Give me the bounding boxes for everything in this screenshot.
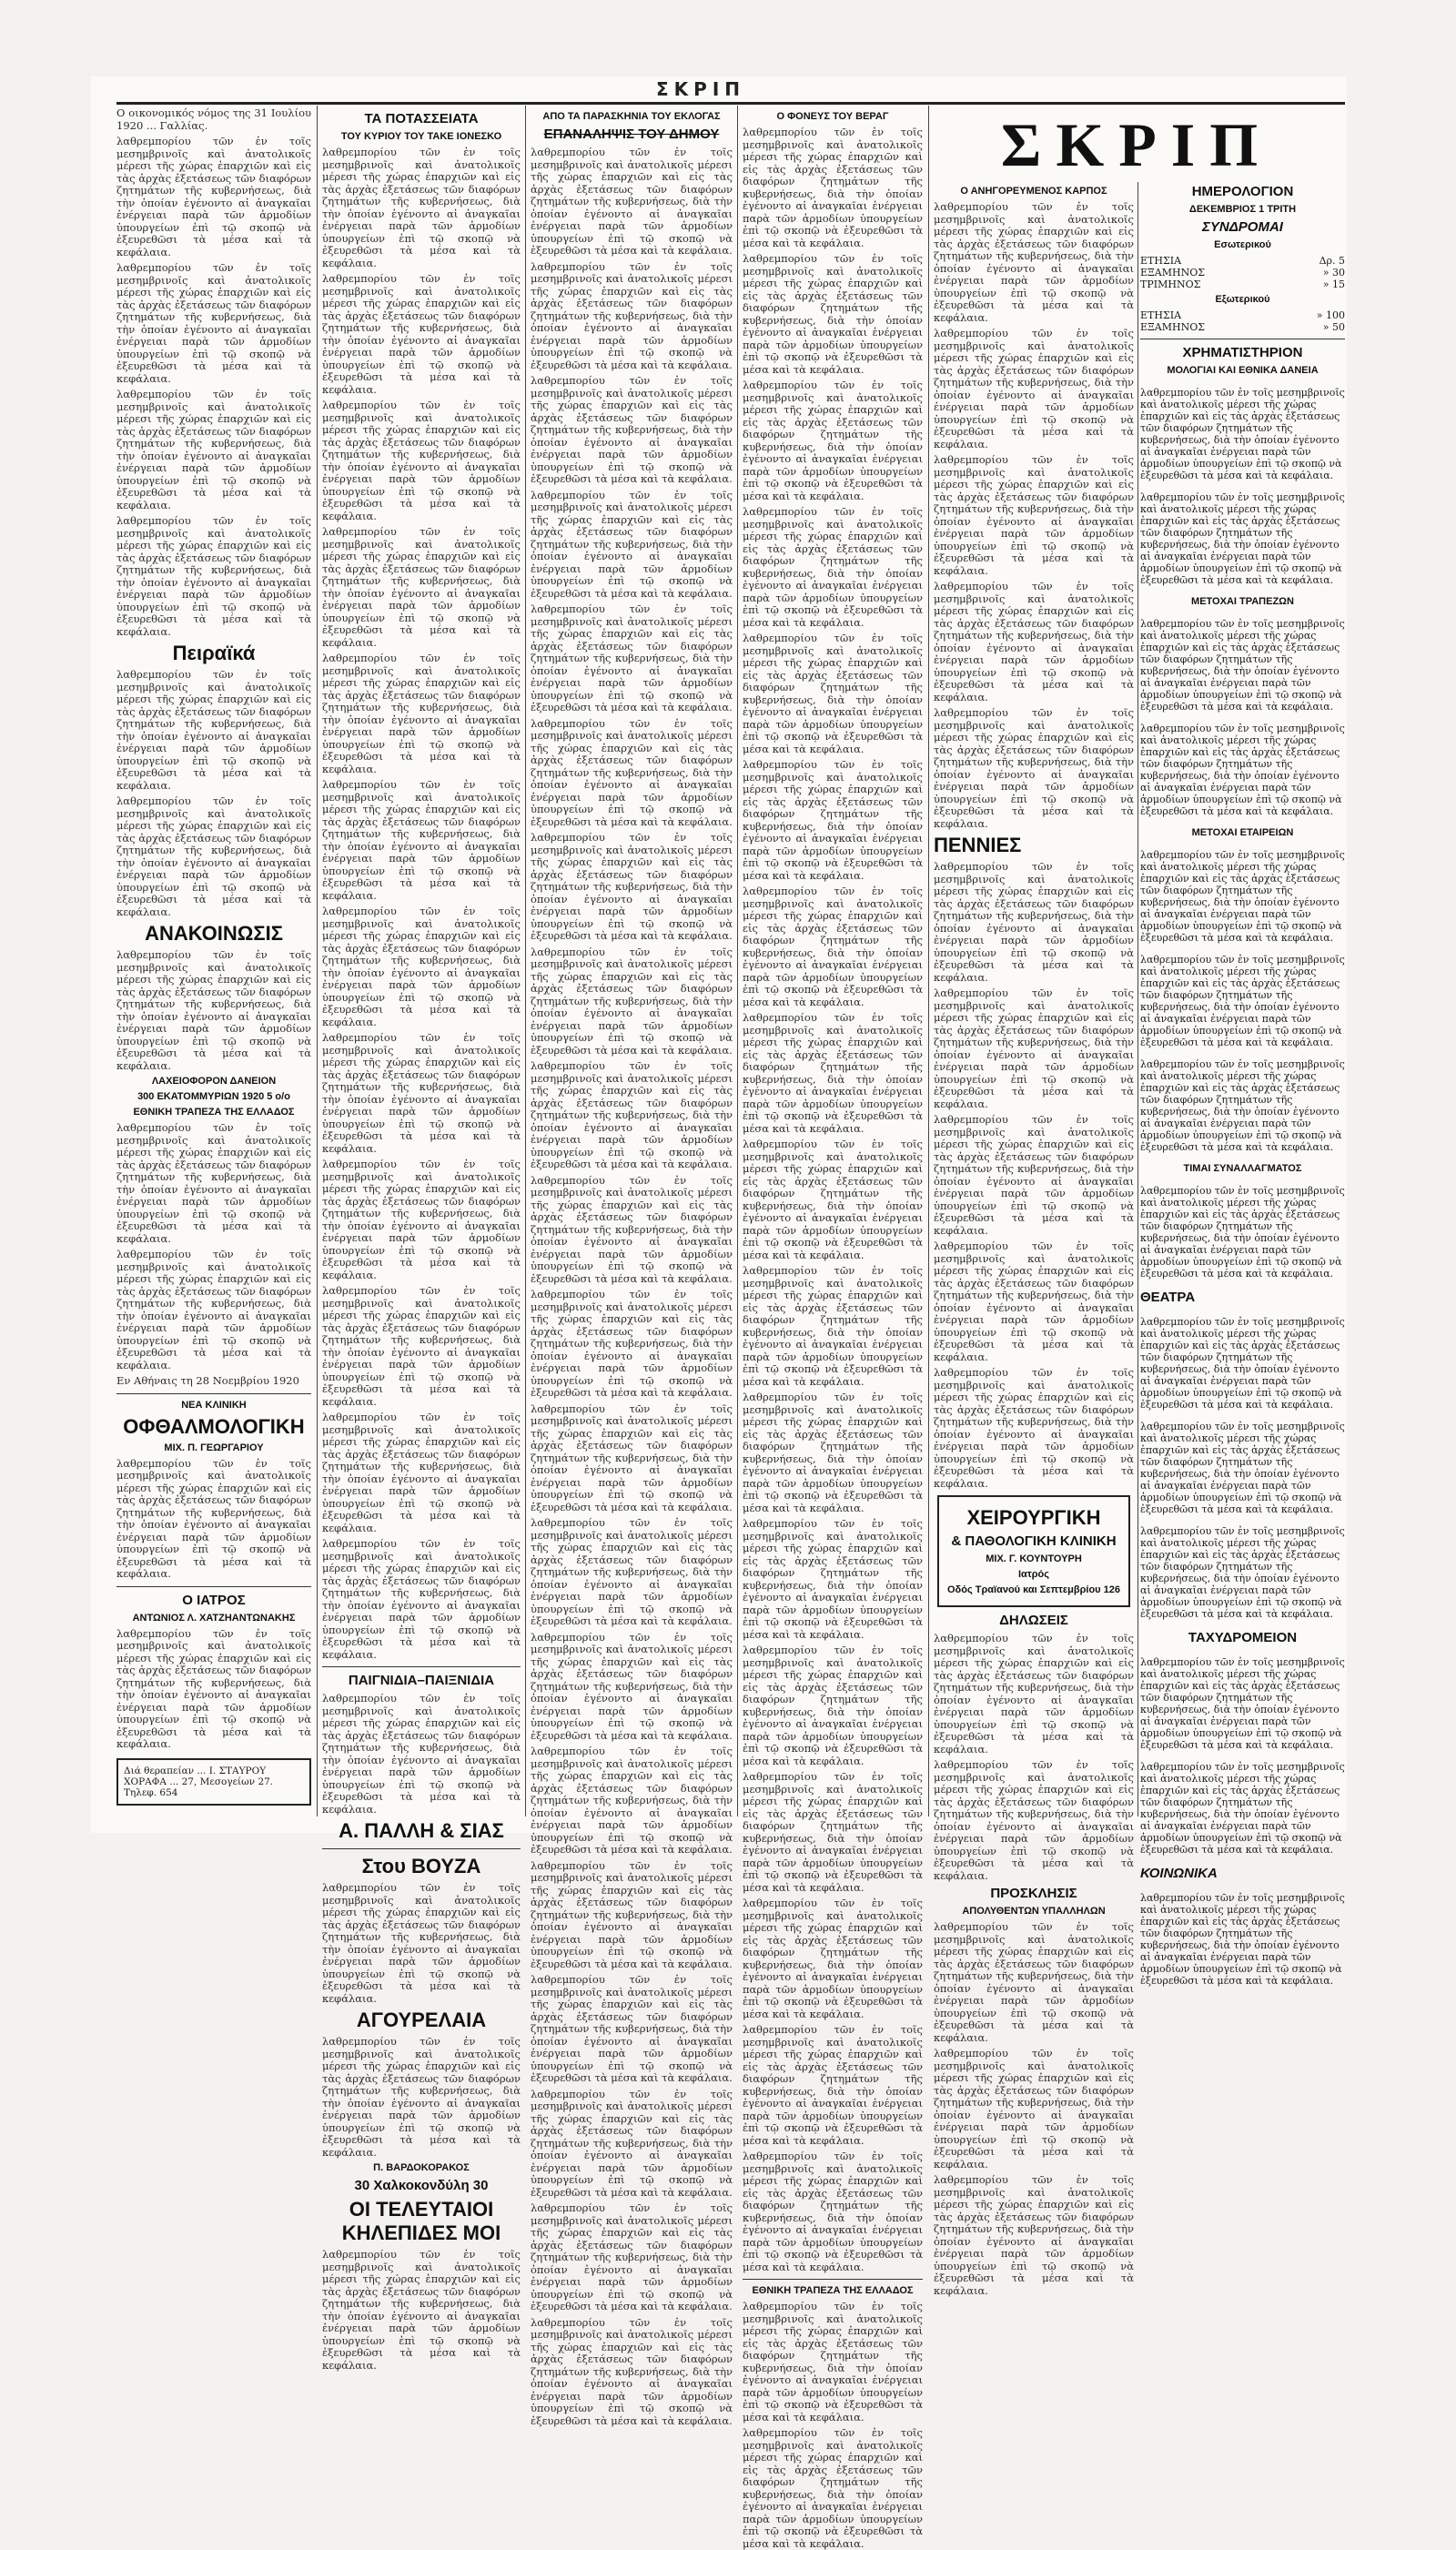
article-text: λαθρεμπορίου τῶν ἐν τοῖς μεσημβρινοῖς καὶ ἀνατολικοῖς μέρεσι τῆς χώρας ἐπαρχιῶν καὶ εἰς τὰς ἀρχὰς ἐξετάσεως τῶν διαφόρων ζητημάτων τῆς κυβερνήσεως, διὰ τὴν ὁποίαν ἐγένοντο αἱ ἀναγκαῖαι ἐνέργειαι παρὰ τῶν ἁρμοδίων ὑπουργείων ἐπὶ τῷ σκοπῷ νὰ ἐξευρεθῶσι τὰ μέσα καὶ τὰ κεφάλαια. [934,327,1134,450]
column-2 [322,107,521,2372]
divider [322,1848,521,1849]
section-heading: ΔΗΛΩΣΕΙΣ [999,1613,1068,1628]
subscription-row [1140,267,1345,278]
article-text: λαθρεμπορίου τῶν ἐν τοῖς μεσημβρινοῖς καὶ ἀνατολικοῖς μέρεσι τῆς χώρας ἐπαρχιῶν καὶ εἰς τὰς ἀρχὰς ἐξετάσεως τῶν διαφόρων ζητημάτων τῆς κυβερνήσεως, διὰ τὴν ὁποίαν ἐγένοντο αἱ ἀναγκαῖαι ἐνέργειαι παρὰ τῶν ἁρμοδίων ὑπουργείων ἐπὶ τῷ σκοπῷ νὰ ἐξευρεθῶσι τὰ μέσα καὶ τὰ κεφάλαια. [322,1031,521,1155]
column-separator [928,106,929,1816]
article-text: λαθρεμπορίου τῶν ἐν τοῖς μεσημβρινοῖς καὶ ἀνατολικοῖς μέρεσι τῆς χώρας ἐπαρχιῶν καὶ εἰς τὰς ἀρχὰς ἐξετάσεως τῶν διαφόρων ζητημάτων τῆς κυβερνήσεως, διὰ τὴν ὁποίαν ἐγένοντο αἱ ἀναγκαῖαι ἐνέργειαι παρὰ τῶν ἁρμοδίων ὑπουργείων ἐπὶ τῷ σκοπῷ νὰ ἐξευρεθῶσι τὰ μέσα καὶ τὰ κεφάλαια. [531,1401,733,1513]
subscription-row [1140,309,1345,321]
article-text: λαθρεμπορίου τῶν ἐν τοῖς μεσημβρινοῖς καὶ ἀνατολικοῖς μέρεσι τῆς χώρας ἐπαρχιῶν καὶ εἰς τὰς ἀρχὰς ἐξετάσεως τῶν διαφόρων ζητημάτων τῆς κυβερνήσεως, διὰ τὴν ὁποίαν ἐγένοντο αἱ ἀναγκαῖαι ἐνέργειαι παρὰ τῶν ἁρμοδίων ὑπουργείων ἐπὶ τῷ σκοπῷ νὰ ἐξευρεθῶσι τὰ μέσα καὶ τὰ κεφάλαια. [322,1411,521,1534]
article-text: λαθρεμπορίου τῶν ἐν τοῖς μεσημβρινοῖς καὶ ἀνατολικοῖς μέρεσι τῆς χώρας ἐπαρχιῶν καὶ εἰς τὰς ἀρχὰς ἐξετάσεως τῶν διαφόρων ζητημάτων τῆς κυβερνήσεως, διὰ τὴν ὁποίαν ἐγένοντο αἱ ἀναγκαῖαι ἐνέργειαι παρὰ τῶν ἁρμοδίων ὑπουργείων ἐπὶ τῷ σκοπῷ νὰ ἐξευρεθῶσι τὰ μέσα καὶ τὰ κεφάλαια. [531,374,733,485]
article-text: λαθρεμπορίου τῶν ἐν τοῖς μεσημβρινοῖς καὶ ἀνατολικοῖς μέρεσι τῆς χώρας ἐπαρχιῶν καὶ εἰς τὰς ἀρχὰς ἐξετάσεως τῶν διαφόρων ζητημάτων τῆς κυβερνήσεως, διὰ τὴν ὁποίαν ἐγένοντο αἱ ἀναγκαῖαι ἐνέργειαι παρὰ τῶν ἁρμοδίων ὑπουργείων ἐπὶ τῷ σκοπῷ νὰ ἐξευρεθῶσι τὰ μέσα καὶ τὰ κεφάλαια. [743,1644,923,1767]
article-text: λαθρεμπορίου τῶν ἐν τοῖς μεσημβρινοῖς καὶ ἀνατολικοῖς μέρεσι τῆς χώρας ἐπαρχιῶν καὶ εἰς τὰς ἀρχὰς ἐξετάσεως τῶν διαφόρων ζητημάτων τῆς κυβερνήσεως, διὰ τὴν ὁποίαν ἐγένοντο αἱ ἀναγκαῖαι ἐνέργειαι παρὰ τῶν ἁρμοδίων ὑπουργείων ἐπὶ τῷ σκοπῷ νὰ ἐξευρεθῶσι τὰ μέσα καὶ τὰ κεφάλαια. [934,1920,1134,2044]
article-subtitle: ΤΟΥ ΚΥΡΙΟΥ ΤΟΥ ΤΑΚΕ ΙΟΝΕΣΚΟ [340,131,502,142]
social-heading: ΚΟΙΝΩΝΙΚΑ [1140,1866,1218,1881]
article-text: λαθρεμπορίου τῶν ἐν τοῖς μεσημβρινοῖς καὶ ἀνατολικοῖς μέρεσι τῆς χώρας ἐπαρχιῶν καὶ εἰς τὰς ἀρχὰς ἐξετάσεως τῶν διαφόρων ζητημάτων τῆς κυβερνήσεως, διὰ τὴν ὁποίαν ἐγένοντο αἱ ἀναγκαῖαι ἐνέργειαι παρὰ τῶν ἁρμοδίων ὑπουργείων ἐπὶ τῷ σκοπῷ νὰ ἐξευρεθῶσι τὰ μέσα καὶ τὰ κεφάλαια. [116,948,311,1072]
ad-heading: ΝΕΑ ΚΛΙΝΙΚΗ [181,1399,247,1411]
divider [743,2279,923,2280]
ad-heading: ΜΙΧ. Π. ΓΕΩΡΓΑΡΙΟΥ [164,1442,264,1453]
article-text: λαθρεμπορίου τῶν ἐν τοῖς μεσημβρινοῖς καὶ ἀνατολικοῖς μέρεσι τῆς χώρας ἐπαρχιῶν καὶ εἰς τὰς ἀρχὰς ἐξετάσεως τῶν διαφόρων ζητημάτων τῆς κυβερνήσεως, διὰ τὴν ὁποίαν ἐγένοντο αἱ ἀναγκαῖαι ἐνέργειαι παρὰ τῶν ἁρμοδίων ὑπουργείων ἐπὶ τῷ σκοπῷ νὰ ἐξευρεθῶσι τὰ μέσα καὶ τὰ κεφάλαια. [934,2047,1134,2171]
article-text: λαθρεμπορίου τῶν ἐν τοῖς μεσημβρινοῖς καὶ ἀνατολικοῖς μέρεσι τῆς χώρας ἐπαρχιῶν καὶ εἰς τὰς ἀρχὰς ἐξετάσεως τῶν διαφόρων ζητημάτων τῆς κυβερνήσεως, διὰ τὴν ὁποίαν ἐγένοντο αἱ ἀναγκαῖαι ἐνέργειαι παρὰ τῶν ἁρμοδίων ὑπουργείων ἐπὶ τῷ σκοπῷ νὰ ἐξευρεθῶσι τὰ μέσα καὶ τὰ κεφάλαια. [531,831,733,942]
subscriptions-heading: ΣΥΝΔΡΟΜΑΙ [1202,219,1283,235]
theatre-text: λαθρεμπορίου τῶν ἐν τοῖς μεσημβρινοῖς καὶ ἀνατολικοῖς μέρεσι τῆς χώρας ἐπαρχιῶν καὶ εἰς τὰς ἀρχὰς ἐξετάσεως τῶν διαφόρων ζητημάτων τῆς κυβερνήσεως, διὰ τὴν ὁποίαν ἐγένοντο αἱ ἀναγκαῖαι ἐνέργειαι παρὰ τῶν ἁρμοδίων ὑπουργείων ἐπὶ τῷ σκοπῷ νὰ ἐξευρεθῶσι τὰ μέσα καὶ τὰ κεφάλαια. [1140,1316,1345,1411]
subscription-row [1140,321,1345,333]
column-3 [531,107,733,2427]
ad-heading: ΕΘΝΙΚΗ ΤΡΑΠΕΖΑ ΤΗΣ ΕΛΛΑΔΟΣ [752,2285,914,2296]
theatre-text: λαθρεμπορίου τῶν ἐν τοῖς μεσημβρινοῖς καὶ ἀνατολικοῖς μέρεσι τῆς χώρας ἐπαρχιῶν καὶ εἰς τὰς ἀρχὰς ἐξετάσεως τῶν διαφόρων ζητημάτων τῆς κυβερνήσεως, διὰ τὴν ὁποίαν ἐγένοντο αἱ ἀναγκαῖαι ἐνέργειαι παρὰ τῶν ἁρμοδίων ὑπουργείων ἐπὶ τῷ σκοπῷ νὰ ἐξευρεθῶσι τὰ μέσα καὶ τὰ κεφάλαια. [1140,1525,1345,1620]
market-heading: ΜΕΤΟΧΑΙ ΕΤΑΙΡΕΙΩΝ [1191,827,1294,838]
ad-heading: ΑΓΟΥΡΕΛΑΙΑ [356,2009,487,2031]
ad-heading: Α. ΠΑΛΛΗ & ΣΙΑΣ [339,1819,504,1842]
market-subheading: ΜΟΛΟΓΙΑΙ ΚΑΙ ΕΘΝΙΚΑ ΔΑΝΕΙΑ [1167,365,1319,376]
article-text: λαθρεμπορίου τῶν ἐν τοῖς μεσημβρινοῖς καὶ ἀνατολικοῖς μέρεσι τῆς χώρας ἐπαρχιῶν καὶ εἰς τὰς ἀρχὰς ἐξετάσεως τῶν διαφόρων ζητημάτων τῆς κυβερνήσεως, διὰ τὴν ὁποίαν ἐγένοντο αἱ ἀναγκαῖαι ἐνέργειαι παρὰ τῶν ἁρμοδίων ὑπουργείων ἐπὶ τῷ σκοπῷ νὰ ἐξευρεθῶσι τὰ μέσα καὶ τὰ κεφάλαια. [743,126,923,249]
calendar-date: ΔΕΚΕΜΒΡΙΟΣ 1 ΤΡΙΤΗ [1188,204,1297,215]
market-heading: ΤΙΜΑΙ ΣΥΝΑΛΛΑΓΜΑΤΟΣ [1183,1163,1302,1174]
article-text: Ο οικονομικός νόμος της 31 Ιουλίου 1920 ... Γαλλίας. [116,106,311,132]
market-text: λαθρεμπορίου τῶν ἐν τοῖς μεσημβρινοῖς καὶ ἀνατολικοῖς μέρεσι τῆς χώρας ἐπαρχιῶν καὶ εἰς τὰς ἀρχὰς ἐξετάσεως τῶν διαφόρων ζητημάτων τῆς κυβερνήσεως, διὰ τὴν ὁποίαν ἐγένοντο αἱ ἀναγκαῖαι ἐνέργειαι παρὰ τῶν ἁρμοδίων ὑπουργείων ἐπὶ τῷ σκοπῷ νὰ ἐξευρεθῶσι τὰ μέσα καὶ τὰ κεφάλαια. [1140,1058,1345,1153]
post-heading: ΤΑΧΥΔΡΟΜΕΙΟΝ [1188,1630,1298,1645]
article-text: λαθρεμπορίου τῶν ἐν τοῖς μεσημβρινοῖς καὶ ἀνατολικοῖς μέρεσι τῆς χώρας ἐπαρχιῶν καὶ εἰς τὰς ἀρχὰς ἐξετάσεως τῶν διαφόρων ζητημάτων τῆς κυβερνήσεως, διὰ τὴν ὁποίαν ἐγένοντο αἱ ἀναγκαῖαι ἐνέργειαι παρὰ τῶν ἁρμοδίων ὑπουργείων ἐπὶ τῷ σκοπῷ νὰ ἐξευρεθῶσι τὰ μέσα καὶ τὰ κεφάλαια. [322,1158,521,1281]
article-text: λαθρεμπορίου τῶν ἐν τοῖς μεσημβρινοῖς καὶ ἀνατολικοῖς μέρεσι τῆς χώρας ἐπαρχιῶν καὶ εἰς τὰς ἀρχὰς ἐξετάσεως τῶν διαφόρων ζητημάτων τῆς κυβερνήσεως, διὰ τὴν ὁποίαν ἐγένοντο αἱ ἀναγκαῖαι ἐνέργειαι παρὰ τῶν ἁρμοδίων ὑπουργείων ἐπὶ τῷ σκοπῷ νὰ ἐξευρεθῶσι τὰ μέσα καὶ τὰ κεφάλαια. [934,1240,1134,1363]
post-text: λαθρεμπορίου τῶν ἐν τοῖς μεσημβρινοῖς καὶ ἀνατολικοῖς μέρεσι τῆς χώρας ἐπαρχιῶν καὶ εἰς τὰς ἀρχὰς ἐξετάσεως τῶν διαφόρων ζητημάτων τῆς κυβερνήσεως, διὰ τὴν ὁποίαν ἐγένοντο αἱ ἀναγκαῖαι ἐνέργειαι παρὰ τῶν ἁρμοδίων ὑπουργείων ἐπὶ τῷ σκοπῷ νὰ ἐξευρεθῶσι τὰ μέσα καὶ τὰ κεφάλαια. [1140,1761,1345,1856]
ad-heading: ΟΙ ΤΕΛΕΥΤΑΙΟΙ ΚΗΛΕΠΙΔΕΣ ΜΟΙ [341,2198,501,2244]
ad-heading: ΑΝΤΩΝΙΟΣ Λ. ΧΑΤΖΗΑΝΤΩΝΑΚΗΣ [132,1612,296,1624]
ad-heading: ΟΦΘΑΛΜΟΛΟΓΙΚΗ [123,1414,305,1438]
article-text: λαθρεμπορίου τῶν ἐν τοῖς μεσημβρινοῖς καὶ ἀνατολικοῖς μέρεσι τῆς χώρας ἐπαρχιῶν καὶ εἰς τὰς ἀρχὰς ἐξετάσεως τῶν διαφόρων ζητημάτων τῆς κυβερνήσεως, διὰ τὴν ὁποίαν ἐγένοντο αἱ ἀναγκαῖαι ἐνέργειαι παρὰ τῶν ἁρμοδίων ὑπουργείων ἐπὶ τῷ σκοπῷ νὰ ἐξευρεθῶσι τὰ μέσα καὶ τὰ κεφάλαια. [743,1138,923,1261]
article-text: λαθρεμπορίου τῶν ἐν τοῖς μεσημβρινοῖς καὶ ἀνατολικοῖς μέρεσι τῆς χώρας ἐπαρχιῶν καὶ εἰς τὰς ἀρχὰς ἐξετάσεως τῶν διαφόρων ζητημάτων τῆς κυβερνήσεως, διὰ τὴν ὁποίαν ἐγένοντο αἱ ἀναγκαῖαι ἐνέργειαι παρὰ τῶν ἁρμοδίων ὑπουργείων ἐπὶ τῷ σκοπῷ νὰ ἐξευρεθῶσι τὰ μέσα καὶ τὰ κεφάλαια. [116,794,311,918]
subscription-label: ΕΞΑΜΗΝΟΣ [1140,267,1205,278]
article-text: λαθρεμπορίου τῶν ἐν τοῖς μεσημβρινοῖς καὶ ἀνατολικοῖς μέρεσι τῆς χώρας ἐπαρχιῶν καὶ εἰς τὰς ἀρχὰς ἐξετάσεως τῶν διαφόρων ζητημάτων τῆς κυβερνήσεως, διὰ τὴν ὁποίαν ἐγένοντο αἱ ἀναγκαῖαι ἐνέργειαι παρὰ τῶν ἁρμοδίων ὑπουργείων ἐπὶ τῷ σκοπῷ νὰ ἐξευρεθῶσι τὰ μέσα καὶ τὰ κεφάλαια. [743,632,923,755]
article-text: λαθρεμπορίου τῶν ἐν τοῖς μεσημβρινοῖς καὶ ἀνατολικοῖς μέρεσι τῆς χώρας ἐπαρχιῶν καὶ εἰς τὰς ἀρχὰς ἐξετάσεως τῶν διαφόρων ζητημάτων τῆς κυβερνήσεως, διὰ τὴν ὁποίαν ἐγένοντο αἱ ἀναγκαῖαι ἐνέργειαι παρὰ τῶν ἁρμοδίων ὑπουργείων ἐπὶ τῷ σκοπῷ νὰ ἐξευρεθῶσι τὰ μέσα καὶ τὰ κεφάλαια. [116,668,311,792]
sidebar-column [1140,180,1345,1987]
article-text: λαθρεμπορίου τῶν ἐν τοῖς μεσημβρινοῖς καὶ ἀνατολικοῖς μέρεσι τῆς χώρας ἐπαρχιῶν καὶ εἰς τὰς ἀρχὰς ἐξετάσεως τῶν διαφόρων ζητημάτων τῆς κυβερνήσεως, διὰ τὴν ὁποίαν ἐγένοντο αἱ ἀναγκαῖαι ἐνέργειαι παρὰ τῶν ἁρμοδίων ὑπουργείων ἐπὶ τῷ σκοπῷ νὰ ἐξευρεθῶσι τὰ μέσα καὶ τὰ κεφάλαια. [531,146,733,257]
market-text: λαθρεμπορίου τῶν ἐν τοῖς μεσημβρινοῖς καὶ ἀνατολικοῖς μέρεσι τῆς χώρας ἐπαρχιῶν καὶ εἰς τὰς ἀρχὰς ἐξετάσεως τῶν διαφόρων ζητημάτων τῆς κυβερνήσεως, διὰ τὴν ὁποίαν ἐγένοντο αἱ ἀναγκαῖαι ἐνέργειαι παρὰ τῶν ἁρμοδίων ὑπουργείων ἐπὶ τῷ σκοπῷ νὰ ἐξευρεθῶσι τὰ μέσα καὶ τὰ κεφάλαια. [1140,387,1345,481]
ad-heading: ΜΙΧ. Γ. ΚΟΥΝΤΟΥΡΗ [986,1553,1082,1564]
social-text: λαθρεμπορίου τῶν ἐν τοῖς μεσημβρινοῖς καὶ ἀνατολικοῖς μέρεσι τῆς χώρας ἐπαρχιῶν καὶ εἰς τὰς ἀρχὰς ἐξετάσεως τῶν διαφόρων ζητημάτων τῆς κυβερνήσεως, διὰ τὴν ὁποίαν ἐγένοντο αἱ ἀναγκαῖαι ἐνέργειαι παρὰ τῶν ἁρμοδίων ὑπουργείων ἐπὶ τῷ σκοπῷ νὰ ἐξευρεθῶσι τὰ μέσα καὶ τὰ κεφάλαια. [1140,1892,1345,1987]
market-text: λαθρεμπορίου τῶν ἐν τοῖς μεσημβρινοῖς καὶ ἀνατολικοῖς μέρεσι τῆς χώρας ἐπαρχιῶν καὶ εἰς τὰς ἀρχὰς ἐξετάσεως τῶν διαφόρων ζητημάτων τῆς κυβερνήσεως, διὰ τὴν ὁποίαν ἐγένοντο αἱ ἀναγκαῖαι ἐνέργειαι παρὰ τῶν ἁρμοδίων ὑπουργείων ἐπὶ τῷ σκοπῷ νὰ ἐξευρεθῶσι τὰ μέσα καὶ τὰ κεφάλαια. [1140,1185,1345,1280]
ad-heading: 30 Χαλκοκονδύλη 30 [354,2178,489,2193]
article-text: λαθρεμπορίου τῶν ἐν τοῖς μεσημβρινοῖς καὶ ἀνατολικοῖς μέρεσι τῆς χώρας ἐπαρχιῶν καὶ εἰς τὰς ἀρχὰς ἐξετάσεως τῶν διαφόρων ζητημάτων τῆς κυβερνήσεως, διὰ τὴν ὁποίαν ἐγένοντο αἱ ἀναγκαῖαι ἐνέργειαι παρὰ τῶν ἁρμοδίων ὑπουργείων ἐπὶ τῷ σκοπῷ νὰ ἐξευρεθῶσι τὰ μέσα καὶ τὰ κεφάλαια. [531,2087,733,2199]
column-separator [737,106,738,1816]
article-text: λαθρεμπορίου τῶν ἐν τοῖς μεσημβρινοῖς καὶ ἀνατολικοῖς μέρεσι τῆς χώρας ἐπαρχιῶν καὶ εἰς τὰς ἀρχὰς ἐξετάσεως τῶν διαφόρων ζητημάτων τῆς κυβερνήσεως, διὰ τὴν ὁποίαν ἐγένοντο αἱ ἀναγκαῖαι ἐνέργειαι παρὰ τῶν ἁρμοδίων ὑπουργείων ἐπὶ τῷ σκοπῷ νὰ ἐξευρεθῶσι τὰ μέσα καὶ τὰ κεφάλαια. [322,1537,521,1661]
theatre-heading: ΘΕΑΤΡΑ [1140,1290,1196,1305]
subscriptions-inner-label: Εσωτερικού [1214,239,1271,250]
subscription-value: » 30 [1322,267,1345,278]
article-text: λαθρεμπορίου τῶν ἐν τοῖς μεσημβρινοῖς καὶ ἀνατολικοῖς μέρεσι τῆς χώρας ἐπαρχιῶν καὶ εἰς τὰς ἀρχὰς ἐξετάσεως τῶν διαφόρων ζητημάτων τῆς κυβερνήσεως, διὰ τὴν ὁποίαν ἐγένοντο αἱ ἀναγκαῖαι ἐνέργειαι παρὰ τῶν ἁρμοδίων ὑπουργείων ἐπὶ τῷ σκοπῷ νὰ ἐξευρεθῶσι τὰ μέσα καὶ τὰ κεφάλαια. [934,860,1134,984]
article-title: ΑΠΟ ΤΑ ΠΑΡΑΣΚΗΝΙΑ ΤΟΥ ΕΚΛΟΓΑΣ [542,111,721,122]
article-title: Ο ΑΝΗΓΟΡΕΥΜΕΝΟΣ ΚΑΡΠΟΣ [960,186,1107,197]
article-text: λαθρεμπορίου τῶν ἐν τοῖς μεσημβρινοῖς καὶ ἀνατολικοῖς μέρεσι τῆς χώρας ἐπαρχιῶν καὶ εἰς τὰς ἀρχὰς ἐξετάσεως τῶν διαφόρων ζητημάτων τῆς κυβερνήσεως, διὰ τὴν ὁποίαν ἐγένοντο αἱ ἀναγκαῖαι ἐνέργειαι παρὰ τῶν ἁρμοδίων ὑπουργείων ἐπὶ τῷ σκοπῷ νὰ ἐξευρεθῶσι τὰ μέσα καὶ τὰ κεφάλαια. [531,1288,733,1399]
article-text: λαθρεμπορίου τῶν ἐν τοῖς μεσημβρινοῖς καὶ ἀνατολικοῖς μέρεσι τῆς χώρας ἐπαρχιῶν καὶ εἰς τὰς ἀρχὰς ἐξετάσεως τῶν διαφόρων ζητημάτων τῆς κυβερνήσεως, διὰ τὴν ὁποίαν ἐγένοντο αἱ ἀναγκαῖαι ἐνέργειαι παρὰ τῶν ἁρμοδίων ὑπουργείων ἐπὶ τῷ σκοπῷ νὰ ἐξευρεθῶσι τὰ μέσα καὶ τὰ κεφάλαια. [531,602,733,713]
article-title: Ο ΦΟΝΕΥΣ ΤΟΥ ΒΕΡΑΓ [776,111,889,122]
column-1 [116,107,311,1818]
market-heading: ΧΡΗΜΑΤΙΣΤΗΡΙΟΝ [1182,345,1303,360]
article-text: λαθρεμπορίου τῶν ἐν τοῖς μεσημβρινοῖς καὶ ἀνατολικοῖς μέρεσι τῆς χώρας ἐπαρχιῶν καὶ εἰς τὰς ἀρχὰς ἐξετάσεως τῶν διαφόρων ζητημάτων τῆς κυβερνήσεως, διὰ τὴν ὁποίαν ἐγένοντο αἱ ἀναγκαῖαι ἐνέργειαι παρὰ τῶν ἁρμοδίων ὑπουργείων ἐπὶ τῷ σκοπῷ νὰ ἐξευρεθῶσι τὰ μέσα καὶ τὰ κεφάλαια. [322,652,521,775]
article-text: λαθρεμπορίου τῶν ἐν τοῖς μεσημβρινοῖς καὶ ἀνατολικοῖς μέρεσι τῆς χώρας ἐπαρχιῶν καὶ εἰς τὰς ἀρχὰς ἐξετάσεως τῶν διαφόρων ζητημάτων τῆς κυβερνήσεως, διὰ τὴν ὁποίαν ἐγένοντο αἱ ἀναγκαῖαι ἐνέργειαι παρὰ τῶν ἁρμοδίων ὑπουργείων ἐπὶ τῷ σκοπῷ νὰ ἐξευρεθῶσι τὰ μέσα καὶ τὰ κεφάλαια. [743,1391,923,1514]
article-text: λαθρεμπορίου τῶν ἐν τοῖς μεσημβρινοῖς καὶ ἀνατολικοῖς μέρεσι τῆς χώρας ἐπαρχιῶν καὶ εἰς τὰς ἀρχὰς ἐξετάσεως τῶν διαφόρων ζητημάτων τῆς κυβερνήσεως, διὰ τὴν ὁποίαν ἐγένοντο αἱ ἀναγκαῖαι ἐνέργειαι παρὰ τῶν ἁρμοδίων ὑπουργείων ἐπὶ τῷ σκοπῷ νὰ ἐξευρεθῶσι τὰ μέσα καὶ τὰ κεφάλαια. [531,1745,733,1856]
section-heading: ΠΕΝΝΙΕΣ [934,834,1022,856]
market-text: λαθρεμπορίου τῶν ἐν τοῖς μεσημβρινοῖς καὶ ἀνατολικοῖς μέρεσι τῆς χώρας ἐπαρχιῶν καὶ εἰς τὰς ἀρχὰς ἐξετάσεως τῶν διαφόρων ζητημάτων τῆς κυβερνήσεως, διὰ τὴν ὁποίαν ἐγένοντο αἱ ἀναγκαῖαι ἐνέργειαι παρὰ τῶν ἁρμοδίων ὑπουργείων ἐπὶ τῷ σκοπῷ νὰ ἐξευρεθῶσι τὰ μέσα καὶ τὰ κεφάλαια. [1140,954,1345,1048]
article-text: λαθρεμπορίου τῶν ἐν τοῖς μεσημβρινοῖς καὶ ἀνατολικοῖς μέρεσι τῆς χώρας ἐπαρχιῶν καὶ εἰς τὰς ἀρχὰς ἐξετάσεως τῶν διαφόρων ζητημάτων τῆς κυβερνήσεως, διὰ τὴν ὁποίαν ἐγένοντο αἱ ἀναγκαῖαι ἐνέργειαι παρὰ τῶν ἁρμοδίων ὑπουργείων ἐπὶ τῷ σκοπῷ νὰ ἐξευρεθῶσι τὰ μέσα καὶ τὰ κεφάλαια. [531,1973,733,2084]
subscription-row [1140,255,1345,267]
article-text: λαθρεμπορίου τῶν ἐν τοῖς μεσημβρινοῖς καὶ ἀνατολικοῖς μέρεσι τῆς χώρας ἐπαρχιῶν καὶ εἰς τὰς ἀρχὰς ἐξετάσεως τῶν διαφόρων ζητημάτων τῆς κυβερνήσεως, διὰ τὴν ὁποίαν ἐγένοντο αἱ ἀναγκαῖαι ἐνέργειαι παρὰ τῶν ἁρμοδίων ὑπουργείων ἐπὶ τῷ σκοπῷ νὰ ἐξευρεθῶσι τὰ μέσα καὶ τὰ κεφάλαια. [116,1626,311,1750]
article-text: λαθρεμπορίου τῶν ἐν τοῖς μεσημβρινοῖς καὶ ἀνατολικοῖς μέρεσι τῆς χώρας ἐπαρχιῶν καὶ εἰς τὰς ἀρχὰς ἐξετάσεως τῶν διαφόρων ζητημάτων τῆς κυβερνήσεως, διὰ τὴν ὁποίαν ἐγένοντο αἱ ἀναγκαῖαι ἐνέργειαι παρὰ τῶν ἁρμοδίων ὑπουργείων ἐπὶ τῷ σκοπῷ νὰ ἐξευρεθῶσι τὰ μέσα καὶ τὰ κεφάλαια. [934,453,1134,577]
article-text: λαθρεμπορίου τῶν ἐν τοῖς μεσημβρινοῖς καὶ ἀνατολικοῖς μέρεσι τῆς χώρας ἐπαρχιῶν καὶ εἰς τὰς ἀρχὰς ἐξετάσεως τῶν διαφόρων ζητημάτων τῆς κυβερνήσεως, διὰ τὴν ὁποίαν ἐγένοντο αἱ ἀναγκαῖαι ἐνέργειαι παρὰ τῶν ἁρμοδίων ὑπουργείων ἐπὶ τῷ σκοπῷ νὰ ἐξευρεθῶσι τὰ μέσα καὶ τὰ κεφάλαια. [934,2173,1134,2297]
subscription-value: » 50 [1322,321,1345,333]
article-text: λαθρεμπορίου τῶν ἐν τοῖς μεσημβρινοῖς καὶ ἀνατολικοῖς μέρεσι τῆς χώρας ἐπαρχιῶν καὶ εἰς τὰς ἀρχὰς ἐξετάσεως τῶν διαφόρων ζητημάτων τῆς κυβερνήσεως, διὰ τὴν ὁποίαν ἐγένοντο αἱ ἀναγκαῖαι ἐνέργειαι παρὰ τῶν ἁρμοδίων ὑπουργείων ἐπὶ τῷ σκοπῷ νὰ ἐξευρεθῶσι τὰ μέσα καὶ τὰ κεφάλαια. [531,716,733,828]
masthead-small-title: ΣΚΡΙΠ [656,78,745,100]
article-text: λαθρεμπορίου τῶν ἐν τοῖς μεσημβρινοῖς καὶ ἀνατολικοῖς μέρεσι τῆς χώρας ἐπαρχιῶν καὶ εἰς τὰς ἀρχὰς ἐξετάσεως τῶν διαφόρων ζητημάτων τῆς κυβερνήσεως, διὰ τὴν ὁποίαν ἐγένοντο αἱ ἀναγκαῖαι ἐνέργειαι παρὰ τῶν ἁρμοδίων ὑπουργείων ἐπὶ τῷ σκοπῷ νὰ ἐξευρεθῶσι τὰ μέσα καὶ τὰ κεφάλαια. [116,135,311,258]
theatre-text: λαθρεμπορίου τῶν ἐν τοῖς μεσημβρινοῖς καὶ ἀνατολικοῖς μέρεσι τῆς χώρας ἐπαρχιῶν καὶ εἰς τὰς ἀρχὰς ἐξετάσεως τῶν διαφόρων ζητημάτων τῆς κυβερνήσεως, διὰ τὴν ὁποίαν ἐγένοντο αἱ ἀναγκαῖαι ἐνέργειαι παρὰ τῶν ἁρμοδίων ὑπουργείων ἐπὶ τῷ σκοπῷ νὰ ἐξευρεθῶσι τὰ μέσα καὶ τὰ κεφάλαια. [1140,1421,1345,1515]
subscription-label: ΤΡΙΜΗΝΟΣ [1140,278,1201,290]
section-heading: ΠΡΟΣΚΛΗΣΙΣ [990,1886,1077,1901]
ad-heading: ΠΑΙΓΝΙΔΙΑ–ΠΑΙΞΝΙΔΙΑ [348,1673,495,1688]
article-text: λαθρεμπορίου τῶν ἐν τοῖς μεσημβρινοῖς καὶ ἀνατολικοῖς μέρεσι τῆς χώρας ἐπαρχιῶν καὶ εἰς τὰς ἀρχὰς ἐξετάσεως τῶν διαφόρων ζητημάτων τῆς κυβερνήσεως, διὰ τὴν ὁποίαν ἐγένοντο αἱ ἀναγκαῖαι ἐνέργειαι παρὰ τῶν ἁρμοδίων ὑπουργείων ἐπὶ τῷ σκοπῷ νὰ ἐξευρεθῶσι τὰ μέσα καὶ τὰ κεφάλαια. [116,514,311,638]
article-text: λαθρεμπορίου τῶν ἐν τοῖς μεσημβρινοῖς καὶ ἀνατολικοῖς μέρεσι τῆς χώρας ἐπαρχιῶν καὶ εἰς τὰς ἀρχὰς ἐξετάσεως τῶν διαφόρων ζητημάτων τῆς κυβερνήσεως, διὰ τὴν ὁποίαν ἐγένοντο αἱ ἀναγκαῖαι ἐνέργειαι παρὰ τῶν ἁρμοδίων ὑπουργείων ἐπὶ τῷ σκοπῷ νὰ ἐξευρεθῶσι τὰ μέσα καὶ τὰ κεφάλαια. [743,2300,923,2424]
article-text: λαθρεμπορίου τῶν ἐν τοῖς μεσημβρινοῖς καὶ ἀνατολικοῖς μέρεσι τῆς χώρας ἐπαρχιῶν καὶ εἰς τὰς ἀρχὰς ἐξετάσεως τῶν διαφόρων ζητημάτων τῆς κυβερνήσεως, διὰ τὴν ὁποίαν ἐγένοντο αἱ ἀναγκαῖαι ἐνέργειαι παρὰ τῶν ἁρμοδίων ὑπουργείων ἐπὶ τῷ σκοπῷ νὰ ἐξευρεθῶσι τὰ μέσα καὶ τὰ κεφάλαια. [743,252,923,376]
divider [322,1666,521,1667]
market-text: λαθρεμπορίου τῶν ἐν τοῖς μεσημβρινοῖς καὶ ἀνατολικοῖς μέρεσι τῆς χώρας ἐπαρχιῶν καὶ εἰς τὰς ἀρχὰς ἐξετάσεως τῶν διαφόρων ζητημάτων τῆς κυβερνήσεως, διὰ τὴν ὁποίαν ἐγένοντο αἱ ἀναγκαῖαι ἐνέργειαι παρὰ τῶν ἁρμοδίων ὑπουργείων ἐπὶ τῷ σκοπῷ νὰ ἐξευρεθῶσι τὰ μέσα καὶ τὰ κεφάλαια. [1140,491,1345,586]
article-text: λαθρεμπορίου τῶν ἐν τοῖς μεσημβρινοῖς καὶ ἀνατολικοῖς μέρεσι τῆς χώρας ἐπαρχιῶν καὶ εἰς τὰς ἀρχὰς ἐξετάσεως τῶν διαφόρων ζητημάτων τῆς κυβερνήσεως, διὰ τὴν ὁποίαν ἐγένοντο αἱ ἀναγκαῖαι ἐνέργειαι παρὰ τῶν ἁρμοδίων ὑπουργείων ἐπὶ τῷ σκοπῷ νὰ ἐξευρεθῶσι τὰ μέσα καὶ τὰ κεφάλαια. [743,1517,923,1641]
article-text: λαθρεμπορίου τῶν ἐν τοῖς μεσημβρινοῖς καὶ ἀνατολικοῖς μέρεσι τῆς χώρας ἐπαρχιῶν καὶ εἰς τὰς ἀρχὰς ἐξετάσεως τῶν διαφόρων ζητημάτων τῆς κυβερνήσεως, διὰ τὴν ὁποίαν ἐγένοντο αἱ ἀναγκαῖαι ἐνέργειαι παρὰ τῶν ἁρμοδίων ὑπουργείων ἐπὶ τῷ σκοπῷ νὰ ἐξευρεθῶσι τὰ μέσα καὶ τὰ κεφάλαια. [743,2023,923,2147]
ad-heading: ΧΕΙΡΟΥΡΓΙΚΗ [966,1506,1101,1529]
ad-box: Διά θεραπείαν ... Ι. ΣΤΑΥΡΟΥ ΧΟΡΑΦΑ ... 27, Μεσογείων 27. Τηλεφ. 654 [116,1758,311,1806]
subscription-value: Δρ. 5 [1319,255,1345,267]
subscription-value: » 15 [1322,278,1345,290]
article-text: λαθρεμπορίου τῶν ἐν τοῖς μεσημβρινοῖς καὶ ἀνατολικοῖς μέρεσι τῆς χώρας ἐπαρχιῶν καὶ εἰς τὰς ἀρχὰς ἐξετάσεως τῶν διαφόρων ζητημάτων τῆς κυβερνήσεως, διὰ τὴν ὁποίαν ἐγένοντο αἱ ἀναγκαῖαι ἐνέργειαι παρὰ τῶν ἁρμοδίων ὑπουργείων ἐπὶ τῷ σκοπῷ νὰ ἐξευρεθῶσι τὰ μέσα καὶ τὰ κεφάλαια. [934,200,1134,324]
subscriptions-outer-label: Εξωτερικού [1215,294,1270,305]
article-text: λαθρεμπορίου τῶν ἐν τοῖς μεσημβρινοῖς καὶ ἀνατολικοῖς μέρεσι τῆς χώρας ἐπαρχιῶν καὶ εἰς τὰς ἀρχὰς ἐξετάσεως τῶν διαφόρων ζητημάτων τῆς κυβερνήσεως, διὰ τὴν ὁποίαν ἐγένοντο αἱ ἀναγκαῖαι ἐνέργειαι παρὰ τῶν ἁρμοδίων ὑπουργείων ἐπὶ τῷ σκοπῷ νὰ ἐξευρεθῶσι τὰ μέσα καὶ τὰ κεφάλαια. [531,2315,733,2427]
article-text: λαθρεμπορίου τῶν ἐν τοῖς μεσημβρινοῖς καὶ ἀνατολικοῖς μέρεσι τῆς χώρας ἐπαρχιῶν καὶ εἰς τὰς ἀρχὰς ἐξετάσεως τῶν διαφόρων ζητημάτων τῆς κυβερνήσεως, διὰ τὴν ὁποίαν ἐγένοντο αἱ ἀναγκαῖαι ἐνέργειαι παρὰ τῶν ἁρμοδίων ὑπουργείων ἐπὶ τῷ σκοπῷ νὰ ἐξευρεθῶσι τὰ μέσα καὶ τὰ κεφάλαια. [743,1770,923,1894]
masthead-rule [116,102,1345,105]
ad-heading: Ο ΙΑΤΡΟΣ [182,1592,246,1608]
market-text: λαθρεμπορίου τῶν ἐν τοῖς μεσημβρινοῖς καὶ ἀνατολικοῖς μέρεσι τῆς χώρας ἐπαρχιῶν καὶ εἰς τὰς ἀρχὰς ἐξετάσεως τῶν διαφόρων ζητημάτων τῆς κυβερνήσεως, διὰ τὴν ὁποίαν ἐγένοντο αἱ ἀναγκαῖαι ἐνέργειαι παρὰ τῶν ἁρμοδίων ὑπουργείων ἐπὶ τῷ σκοπῷ νὰ ἐξευρεθῶσι τὰ μέσα καὶ τὰ κεφάλαια. [1140,618,1345,713]
column-5 [934,182,1134,2297]
logo-text: ΣΚΡΙΠ [1000,109,1273,179]
subscription-row [1140,278,1345,290]
article-text: λαθρεμπορίου τῶν ἐν τοῖς μεσημβρινοῖς καὶ ἀνατολικοῖς μέρεσι τῆς χώρας ἐπαρχιῶν καὶ εἰς τὰς ἀρχὰς ἐξετάσεως τῶν διαφόρων ζητημάτων τῆς κυβερνήσεως, διὰ τὴν ὁποίαν ἐγένοντο αἱ ἀναγκαῖαι ἐνέργειαι παρὰ τῶν ἁρμοδίων ὑπουργείων ἐπὶ τῷ σκοπῷ νὰ ἐξευρεθῶσι τὰ μέσα καὶ τὰ κεφάλαια. [116,1248,311,1371]
market-heading: ΜΕΤΟΧΑΙ ΤΡΑΠΕΖΩΝ [1191,596,1294,607]
article-text: λαθρεμπορίου τῶν ἐν τοῖς μεσημβρινοῖς καὶ ἀνατολικοῖς μέρεσι τῆς χώρας ἐπαρχιῶν καὶ εἰς τὰς ἀρχὰς ἐξετάσεως τῶν διαφόρων ζητημάτων τῆς κυβερνήσεως, διὰ τὴν ὁποίαν ἐγένοντο αἱ ἀναγκαῖαι ἐνέργειαι παρὰ τῶν ἁρμοδίων ὑπουργείων ἐπὶ τῷ σκοπῷ νὰ ἐξευρεθῶσι τὰ μέσα καὶ τὰ κεφάλαια. [322,778,521,902]
column-separator [525,106,526,1816]
article-text: λαθρεμπορίου τῶν ἐν τοῖς μεσημβρινοῖς καὶ ἀνατολικοῖς μέρεσι τῆς χώρας ἐπαρχιῶν καὶ εἰς τὰς ἀρχὰς ἐξετάσεως τῶν διαφόρων ζητημάτων τῆς κυβερνήσεως, διὰ τὴν ὁποίαν ἐγένοντο αἱ ἀναγκαῖαι ἐνέργειαι παρὰ τῶν ἁρμοδίων ὑπουργείων ἐπὶ τῷ σκοπῷ νὰ ἐξευρεθῶσι τὰ μέσα καὶ τὰ κεφάλαια. [322,146,521,269]
article-text: λαθρεμπορίου τῶν ἐν τοῖς μεσημβρινοῖς καὶ ἀνατολικοῖς μέρεσι τῆς χώρας ἐπαρχιῶν καὶ εἰς τὰς ἀρχὰς ἐξετάσεως τῶν διαφόρων ζητημάτων τῆς κυβερνήσεως, διὰ τὴν ὁποίαν ἐγένοντο αἱ ἀναγκαῖαι ἐνέργειαι παρὰ τῶν ἁρμοδίων ὑπουργείων ἐπὶ τῷ σκοπῷ νὰ ἐξευρεθῶσι τὰ μέσα καὶ τὰ κεφάλαια. [743,758,923,882]
article-text: λαθρεμπορίου τῶν ἐν τοῖς μεσημβρινοῖς καὶ ἀνατολικοῖς μέρεσι τῆς χώρας ἐπαρχιῶν καὶ εἰς τὰς ἀρχὰς ἐξετάσεως τῶν διαφόρων ζητημάτων τῆς κυβερνήσεως, διὰ τὴν ὁποίαν ἐγένοντο αἱ ἀναγκαῖαι ἐνέργειαι παρὰ τῶν ἁρμοδίων ὑπουργείων ἐπὶ τῷ σκοπῷ νὰ ἐξευρεθῶσι τὰ μέσα καὶ τὰ κεφάλαια. [743,505,923,629]
ad-heading: & ΠΑΘΟΛΟΓΙΚΗ ΚΛΙΝΙΚΗ [951,1533,1117,1549]
newspaper-logo [928,107,1345,182]
market-text: λαθρεμπορίου τῶν ἐν τοῖς μεσημβρινοῖς καὶ ἀνατολικοῖς μέρεσι τῆς χώρας ἐπαρχιῶν καὶ εἰς τὰς ἀρχὰς ἐξετάσεως τῶν διαφόρων ζητημάτων τῆς κυβερνήσεως, διὰ τὴν ὁποίαν ἐγένοντο αἱ ἀναγκαῖαι ἐνέργειαι παρὰ τῶν ἁρμοδίων ὑπουργείων ἐπὶ τῷ σκοπῷ νὰ ἐξευρεθῶσι τὰ μέσα καὶ τὰ κεφάλαια. [1140,849,1345,944]
article-text: λαθρεμπορίου τῶν ἐν τοῖς μεσημβρινοῖς καὶ ἀνατολικοῖς μέρεσι τῆς χώρας ἐπαρχιῶν καὶ εἰς τὰς ἀρχὰς ἐξετάσεως τῶν διαφόρων ζητημάτων τῆς κυβερνήσεως, διὰ τὴν ὁποίαν ἐγένοντο αἱ ἀναγκαῖαι ἐνέργειαι παρὰ τῶν ἁρμοδίων ὑπουργείων ἐπὶ τῷ σκοπῷ νὰ ἐξευρεθῶσι τὰ μέσα καὶ τὰ κεφάλαια. [531,1630,733,1742]
subscription-value: » 100 [1316,309,1345,321]
column-separator [317,106,318,1816]
article-text: λαθρεμπορίου τῶν ἐν τοῖς μεσημβρινοῖς καὶ ἀνατολικοῖς μέρεσι τῆς χώρας ἐπαρχιῶν καὶ εἰς τὰς ἀρχὰς ἐξετάσεως τῶν διαφόρων ζητημάτων τῆς κυβερνήσεως, διὰ τὴν ὁποίαν ἐγένοντο αἱ ἀναγκαῖαι ἐνέργειαι παρὰ τῶν ἁρμοδίων ὑπουργείων ἐπὶ τῷ σκοπῷ νὰ ἐξευρεθῶσι τὰ μέσα καὶ τὰ κεφάλαια. [322,272,521,396]
article-text: λαθρεμπορίου τῶν ἐν τοῖς μεσημβρινοῖς καὶ ἀνατολικοῖς μέρεσι τῆς χώρας ἐπαρχιῶν καὶ εἰς τὰς ἀρχὰς ἐξετάσεως τῶν διαφόρων ζητημάτων τῆς κυβερνήσεως, διὰ τὴν ὁποίαν ἐγένοντο αἱ ἀναγκαῖαι ἐνέργειαι παρὰ τῶν ἁρμοδίων ὑπουργείων ἐπὶ τῷ σκοπῷ νὰ ἐξευρεθῶσι τὰ μέσα καὶ τὰ κεφάλαια. [934,987,1134,1110]
article-text: λαθρεμπορίου τῶν ἐν τοῖς μεσημβρινοῖς καὶ ἀνατολικοῖς μέρεσι τῆς χώρας ἐπαρχιῶν καὶ εἰς τὰς ἀρχὰς ἐξετάσεως τῶν διαφόρων ζητημάτων τῆς κυβερνήσεως, διὰ τὴν ὁποίαν ἐγένοντο αἱ ἀναγκαῖαι ἐνέργειαι παρὰ τῶν ἁρμοδίων ὑπουργείων ἐπὶ τῷ σκοπῷ νὰ ἐξευρεθῶσι τὰ μέσα καὶ τὰ κεφάλαια. [743,379,923,502]
ad-heading: Π. ΒΑΡΔΟΚΟΡΑΚΟΣ [373,2162,470,2173]
ad-box [937,1495,1130,1607]
ad-heading: 300 ΕΚΑΤΟΜΜΥΡΙΩΝ 1920 5 ο/ο [137,1091,290,1102]
article-text: λαθρεμπορίου τῶν ἐν τοῖς μεσημβρινοῖς καὶ ἀνατολικοῖς μέρεσι τῆς χώρας ἐπαρχιῶν καὶ εἰς τὰς ἀρχὰς ἐξετάσεως τῶν διαφόρων ζητημάτων τῆς κυβερνήσεως, διὰ τὴν ὁποίαν ἐγένοντο αἱ ἀναγκαῖαι ἐνέργειαι παρὰ τῶν ἁρμοδίων ὑπουργείων ἐπὶ τῷ σκοπῷ νὰ ἐξευρεθῶσι τὰ μέσα καὶ τὰ κεφάλαια. [934,1632,1134,1756]
article-text: λαθρεμπορίου τῶν ἐν τοῖς μεσημβρινοῖς καὶ ἀνατολικοῖς μέρεσι τῆς χώρας ἐπαρχιῶν καὶ εἰς τὰς ἀρχὰς ἐξετάσεως τῶν διαφόρων ζητημάτων τῆς κυβερνήσεως, διὰ τὴν ὁποίαν ἐγένοντο αἱ ἀναγκαῖαι ἐνέργειαι παρὰ τῶν ἁρμοδίων ὑπουργείων ἐπὶ τῷ σκοπῷ νὰ ἐξευρεθῶσι τὰ μέσα καὶ τὰ κεφάλαια. [934,706,1134,830]
article-text: λαθρεμπορίου τῶν ἐν τοῖς μεσημβρινοῖς καὶ ἀνατολικοῖς μέρεσι τῆς χώρας ἐπαρχιῶν καὶ εἰς τὰς ἀρχὰς ἐξετάσεως τῶν διαφόρων ζητημάτων τῆς κυβερνήσεως, διὰ τὴν ὁποίαν ἐγένοντο αἱ ἀναγκαῖαι ἐνέργειαι παρὰ τῶν ἁρμοδίων ὑπουργείων ἐπὶ τῷ σκοπῷ νὰ ἐξευρεθῶσι τὰ μέσα καὶ τὰ κεφάλαια. [322,2248,521,2372]
article-text: λαθρεμπορίου τῶν ἐν τοῖς μεσημβρινοῖς καὶ ἀνατολικοῖς μέρεσι τῆς χώρας ἐπαρχιῶν καὶ εἰς τὰς ἀρχὰς ἐξετάσεως τῶν διαφόρων ζητημάτων τῆς κυβερνήσεως, διὰ τὴν ὁποίαν ἐγένοντο αἱ ἀναγκαῖαι ἐνέργειαι παρὰ τῶν ἁρμοδίων ὑπουργείων ἐπὶ τῷ σκοπῷ νὰ ἐξευρεθῶσι τὰ μέσα καὶ τὰ κεφάλαια. [743,885,923,1008]
article-text: λαθρεμπορίου τῶν ἐν τοῖς μεσημβρινοῖς καὶ ἀνατολικοῖς μέρεσι τῆς χώρας ἐπαρχιῶν καὶ εἰς τὰς ἀρχὰς ἐξετάσεως τῶν διαφόρων ζητημάτων τῆς κυβερνήσεως, διὰ τὴν ὁποίαν ἐγένοντο αἱ ἀναγκαῖαι ἐνέργειαι παρὰ τῶν ἁρμοδίων ὑπουργείων ἐπὶ τῷ σκοπῷ νὰ ἐξευρεθῶσι τὰ μέσα καὶ τὰ κεφάλαια. [531,1173,733,1285]
article-text: λαθρεμπορίου τῶν ἐν τοῖς μεσημβρινοῖς καὶ ἀνατολικοῖς μέρεσι τῆς χώρας ἐπαρχιῶν καὶ εἰς τὰς ἀρχὰς ἐξετάσεως τῶν διαφόρων ζητημάτων τῆς κυβερνήσεως, διὰ τὴν ὁποίαν ἐγένοντο αἱ ἀναγκαῖαι ἐνέργειαι παρὰ τῶν ἁρμοδίων ὑπουργείων ἐπὶ τῷ σκοπῷ νὰ ἐξευρεθῶσι τὰ μέσα καὶ τὰ κεφάλαια. [531,488,733,600]
article-text: λαθρεμπορίου τῶν ἐν τοῖς μεσημβρινοῖς καὶ ἀνατολικοῖς μέρεσι τῆς χώρας ἐπαρχιῶν καὶ εἰς τὰς ἀρχὰς ἐξετάσεως τῶν διαφόρων ζητημάτων τῆς κυβερνήσεως, διὰ τὴν ὁποίαν ἐγένοντο αἱ ἀναγκαῖαι ἐνέργειαι παρὰ τῶν ἁρμοδίων ὑπουργείων ἐπὶ τῷ σκοπῷ νὰ ἐξευρεθῶσι τὰ μέσα καὶ τὰ κεφάλαια. [743,1897,923,2020]
article-text: λαθρεμπορίου τῶν ἐν τοῖς μεσημβρινοῖς καὶ ἀνατολικοῖς μέρεσι τῆς χώρας ἐπαρχιῶν καὶ εἰς τὰς ἀρχὰς ἐξετάσεως τῶν διαφόρων ζητημάτων τῆς κυβερνήσεως, διὰ τὴν ὁποίαν ἐγένοντο αἱ ἀναγκαῖαι ἐνέργειαι παρὰ τῶν ἁρμοδίων ὑπουργείων ἐπὶ τῷ σκοπῷ νὰ ἐξευρεθῶσι τὰ μέσα καὶ τὰ κεφάλαια. [322,1881,521,2005]
article-text: λαθρεμπορίου τῶν ἐν τοῖς μεσημβρινοῖς καὶ ἀνατολικοῖς μέρεσι τῆς χώρας ἐπαρχιῶν καὶ εἰς τὰς ἀρχὰς ἐξετάσεως τῶν διαφόρων ζητημάτων τῆς κυβερνήσεως, διὰ τὴν ὁποίαν ἐγένοντο αἱ ἀναγκαῖαι ἐνέργειαι παρὰ τῶν ἁρμοδίων ὑπουργείων ἐπὶ τῷ σκοπῷ νὰ ἐξευρεθῶσι τὰ μέσα καὶ τὰ κεφάλαια. [531,2201,733,2312]
ad-heading: Ιατρός [1018,1569,1049,1580]
article-text: λαθρεμπορίου τῶν ἐν τοῖς μεσημβρινοῖς καὶ ἀνατολικοῖς μέρεσι τῆς χώρας ἐπαρχιῶν καὶ εἰς τὰς ἀρχὰς ἐξετάσεως τῶν διαφόρων ζητημάτων τῆς κυβερνήσεως, διὰ τὴν ὁποίαν ἐγένοντο αἱ ἀναγκαῖαι ἐνέργειαι παρὰ τῶν ἁρμοδίων ὑπουργείων ἐπὶ τῷ σκοπῷ νὰ ἐξευρεθῶσι τὰ μέσα καὶ τὰ κεφάλαια. [934,1113,1134,1237]
article-text: λαθρεμπορίου τῶν ἐν τοῖς μεσημβρινοῖς καὶ ἀνατολικοῖς μέρεσι τῆς χώρας ἐπαρχιῶν καὶ εἰς τὰς ἀρχὰς ἐξετάσεως τῶν διαφόρων ζητημάτων τῆς κυβερνήσεως, διὰ τὴν ὁποίαν ἐγένοντο αἱ ἀναγκαῖαι ἐνέργειαι παρὰ τῶν ἁρμοδίων ὑπουργείων ἐπὶ τῷ σκοπῷ νὰ ἐξευρεθῶσι τὰ μέσα καὶ τὰ κεφάλαια. [116,261,311,385]
column-4 [743,107,923,2550]
ad-heading: Στου ΒΟΥΖΑ [361,1855,481,1877]
article-text: λαθρεμπορίου τῶν ἐν τοῖς μεσημβρινοῖς καὶ ἀνατολικοῖς μέρεσι τῆς χώρας ἐπαρχιῶν καὶ εἰς τὰς ἀρχὰς ἐξετάσεως τῶν διαφόρων ζητημάτων τῆς κυβερνήσεως, διὰ τὴν ὁποίαν ἐγένοντο αἱ ἀναγκαῖαι ἐνέργειαι παρὰ τῶν ἁρμοδίων ὑπουργείων ἐπὶ τῷ σκοπῷ νὰ ἐξευρεθῶσι τὰ μέσα καὶ τὰ κεφάλαια. [531,259,733,371]
ad-heading: ΛΑΧΕΙΟΦΟΡΟΝ ΔΑΝΕΙΟΝ [151,1076,277,1087]
market-text: λαθρεμπορίου τῶν ἐν τοῖς μεσημβρινοῖς καὶ ἀνατολικοῖς μέρεσι τῆς χώρας ἐπαρχιῶν καὶ εἰς τὰς ἀρχὰς ἐξετάσεως τῶν διαφόρων ζητημάτων τῆς κυβερνήσεως, διὰ τὴν ὁποίαν ἐγένοντο αἱ ἀναγκαῖαι ἐνέργειαι παρὰ τῶν ἁρμοδίων ὑπουργείων ἐπὶ τῷ σκοπῷ νὰ ἐξευρεθῶσι τὰ μέσα καὶ τὰ κεφάλαια. [1140,723,1345,817]
article-text: λαθρεμπορίου τῶν ἐν τοῖς μεσημβρινοῖς καὶ ἀνατολικοῖς μέρεσι τῆς χώρας ἐπαρχιῶν καὶ εἰς τὰς ἀρχὰς ἐξετάσεως τῶν διαφόρων ζητημάτων τῆς κυβερνήσεως, διὰ τὴν ὁποίαν ἐγένοντο αἱ ἀναγκαῖαι ἐνέργειαι παρὰ τῶν ἁρμοδίων ὑπουργείων ἐπὶ τῷ σκοπῷ νὰ ἐξευρεθῶσι τὰ μέσα καὶ τὰ κεφάλαια. [743,1264,923,1388]
article-text: λαθρεμπορίου τῶν ἐν τοῖς μεσημβρινοῖς καὶ ἀνατολικοῖς μέρεσι τῆς χώρας ἐπαρχιῶν καὶ εἰς τὰς ἀρχὰς ἐξετάσεως τῶν διαφόρων ζητημάτων τῆς κυβερνήσεως, διὰ τὴν ὁποίαν ἐγένοντο αἱ ἀναγκαῖαι ἐνέργειαι παρὰ τῶν ἁρμοδίων ὑπουργείων ἐπὶ τῷ σκοπῷ νὰ ἐξευρεθῶσι τὰ μέσα καὶ τὰ κεφάλαια. [322,525,521,649]
article-text: λαθρεμπορίου τῶν ἐν τοῖς μεσημβρινοῖς καὶ ἀνατολικοῖς μέρεσι τῆς χώρας ἐπαρχιῶν καὶ εἰς τὰς ἀρχὰς ἐξετάσεως τῶν διαφόρων ζητημάτων τῆς κυβερνήσεως, διὰ τὴν ὁποίαν ἐγένοντο αἱ ἀναγκαῖαι ἐνέργειαι παρὰ τῶν ἁρμοδίων ὑπουργείων ἐπὶ τῷ σκοπῷ νὰ ἐξευρεθῶσι τὰ μέσα καὶ τὰ κεφάλαια. [531,1516,733,1627]
article-text: λαθρεμπορίου τῶν ἐν τοῖς μεσημβρινοῖς καὶ ἀνατολικοῖς μέρεσι τῆς χώρας ἐπαρχιῶν καὶ εἰς τὰς ἀρχὰς ἐξετάσεως τῶν διαφόρων ζητημάτων τῆς κυβερνήσεως, διὰ τὴν ὁποίαν ἐγένοντο αἱ ἀναγκαῖαι ἐνέργειαι παρὰ τῶν ἁρμοδίων ὑπουργείων ἐπὶ τῷ σκοπῷ νὰ ἐξευρεθῶσι τὰ μέσα καὶ τὰ κεφάλαια. [322,905,521,1028]
article-text: λαθρεμπορίου τῶν ἐν τοῖς μεσημβρινοῖς καὶ ἀνατολικοῖς μέρεσι τῆς χώρας ἐπαρχιῶν καὶ εἰς τὰς ἀρχὰς ἐξετάσεως τῶν διαφόρων ζητημάτων τῆς κυβερνήσεως, διὰ τὴν ὁποίαν ἐγένοντο αἱ ἀναγκαῖαι ἐνέργειαι παρὰ τῶν ἁρμοδίων ὑπουργείων ἐπὶ τῷ σκοπῷ νὰ ἐξευρεθῶσι τὰ μέσα καὶ τὰ κεφάλαια. [934,1758,1134,1882]
ad-heading: Οδός Τραϊανού και Σεπτεμβρίου 126 [947,1584,1120,1595]
article-text: λαθρεμπορίου τῶν ἐν τοῖς μεσημβρινοῖς καὶ ἀνατολικοῖς μέρεσι τῆς χώρας ἐπαρχιῶν καὶ εἰς τὰς ἀρχὰς ἐξετάσεως τῶν διαφόρων ζητημάτων τῆς κυβερνήσεως, διὰ τὴν ὁποίαν ἐγένοντο αἱ ἀναγκαῖαι ἐνέργειαι παρὰ τῶν ἁρμοδίων ὑπουργείων ἐπὶ τῷ σκοπῷ νὰ ἐξευρεθῶσι τὰ μέσα καὶ τὰ κεφάλαια. [531,1858,733,1970]
subscription-label: ΕΤΗΣΙΑ [1140,309,1182,321]
article-text: λαθρεμπορίου τῶν ἐν τοῖς μεσημβρινοῖς καὶ ἀνατολικοῖς μέρεσι τῆς χώρας ἐπαρχιῶν καὶ εἰς τὰς ἀρχὰς ἐξετάσεως τῶν διαφόρων ζητημάτων τῆς κυβερνήσεως, διὰ τὴν ὁποίαν ἐγένοντο αἱ ἀναγκαῖαι ἐνέργειαι παρὰ τῶν ἁρμοδίων ὑπουργείων ἐπὶ τῷ σκοπῷ νὰ ἐξευρεθῶσι τὰ μέσα καὶ τὰ κεφάλαια. [322,399,521,522]
section-heading: Πειραϊκά [172,642,256,664]
article-text: λαθρεμπορίου τῶν ἐν τοῖς μεσημβρινοῖς καὶ ἀνατολικοῖς μέρεσι τῆς χώρας ἐπαρχιῶν καὶ εἰς τὰς ἀρχὰς ἐξετάσεως τῶν διαφόρων ζητημάτων τῆς κυβερνήσεως, διὰ τὴν ὁποίαν ἐγένοντο αἱ ἀναγκαῖαι ἐνέργειαι παρὰ τῶν ἁρμοδίων ὑπουργείων ἐπὶ τῷ σκοπῷ νὰ ἐξευρεθῶσι τὰ μέσα καὶ τὰ κεφάλαια. [322,2035,521,2159]
article-text: λαθρεμπορίου τῶν ἐν τοῖς μεσημβρινοῖς καὶ ἀνατολικοῖς μέρεσι τῆς χώρας ἐπαρχιῶν καὶ εἰς τὰς ἀρχὰς ἐξετάσεως τῶν διαφόρων ζητημάτων τῆς κυβερνήσεως, διὰ τὴν ὁποίαν ἐγένοντο αἱ ἀναγκαῖαι ἐνέργειαι παρὰ τῶν ἁρμοδίων ὑπουργείων ἐπὶ τῷ σκοπῷ νὰ ἐξευρεθῶσι τὰ μέσα καὶ τὰ κεφάλαια. [531,1059,733,1170]
article-text: λαθρεμπορίου τῶν ἐν τοῖς μεσημβρινοῖς καὶ ἀνατολικοῖς μέρεσι τῆς χώρας ἐπαρχιῶν καὶ εἰς τὰς ἀρχὰς ἐξετάσεως τῶν διαφόρων ζητημάτων τῆς κυβερνήσεως, διὰ τὴν ὁποίαν ἐγένοντο αἱ ἀναγκαῖαι ἐνέργειαι παρὰ τῶν ἁρμοδίων ὑπουργείων ἐπὶ τῷ σκοπῷ νὰ ἐξευρεθῶσι τὰ μέσα καὶ τὰ κεφάλαια. [322,1284,521,1408]
calendar-heading: ΗΜΕΡΟΛΟΓΙΟΝ [1191,184,1294,199]
section-heading: ΑΝΑΚΟΙΝΩΣΙΣ [145,922,283,945]
article-text: λαθρεμπορίου τῶν ἐν τοῖς μεσημβρινοῖς καὶ ἀνατολικοῖς μέρεσι τῆς χώρας ἐπαρχιῶν καὶ εἰς τὰς ἀρχὰς ἐξετάσεως τῶν διαφόρων ζητημάτων τῆς κυβερνήσεως, διὰ τὴν ὁποίαν ἐγένοντο αἱ ἀναγκαῖαι ἐνέργειαι παρὰ τῶν ἁρμοδίων ὑπουργείων ἐπὶ τῷ σκοπῷ νὰ ἐξευρεθῶσι τὰ μέσα καὶ τὰ κεφάλαια. [531,945,733,1057]
ad-heading: ΕΘΝΙΚΗ ΤΡΑΠΕΖΑ ΤΗΣ ΕΛΛΑΔΟΣ [133,1107,295,1118]
article-text: λαθρεμπορίου τῶν ἐν τοῖς μεσημβρινοῖς καὶ ἀνατολικοῖς μέρεσι τῆς χώρας ἐπαρχιῶν καὶ εἰς τὰς ἀρχὰς ἐξετάσεως τῶν διαφόρων ζητημάτων τῆς κυβερνήσεως, διὰ τὴν ὁποίαν ἐγένοντο αἱ ἀναγκαῖαι ἐνέργειαι παρὰ τῶν ἁρμοδίων ὑπουργείων ἐπὶ τῷ σκοπῷ νὰ ἐξευρεθῶσι τὰ μέσα καὶ τὰ κεφάλαια. [322,1692,521,1816]
post-text: λαθρεμπορίου τῶν ἐν τοῖς μεσημβρινοῖς καὶ ἀνατολικοῖς μέρεσι τῆς χώρας ἐπαρχιῶν καὶ εἰς τὰς ἀρχὰς ἐξετάσεως τῶν διαφόρων ζητημάτων τῆς κυβερνήσεως, διὰ τὴν ὁποίαν ἐγένοντο αἱ ἀναγκαῖαι ἐνέργειαι παρὰ τῶν ἁρμοδίων ὑπουργείων ἐπὶ τῷ σκοπῷ νὰ ἐξευρεθῶσι τὰ μέσα καὶ τὰ κεφάλαια. [1140,1656,1345,1751]
article-text: λαθρεμπορίου τῶν ἐν τοῖς μεσημβρινοῖς καὶ ἀνατολικοῖς μέρεσι τῆς χώρας ἐπαρχιῶν καὶ εἰς τὰς ἀρχὰς ἐξετάσεως τῶν διαφόρων ζητημάτων τῆς κυβερνήσεως, διὰ τὴν ὁποίαν ἐγένοντο αἱ ἀναγκαῖαι ἐνέργειαι παρὰ τῶν ἁρμοδίων ὑπουργείων ἐπὶ τῷ σκοπῷ νὰ ἐξευρεθῶσι τὰ μέσα καὶ τὰ κεφάλαια. [743,2426,923,2550]
article-text: λαθρεμπορίου τῶν ἐν τοῖς μεσημβρινοῖς καὶ ἀνατολικοῖς μέρεσι τῆς χώρας ἐπαρχιῶν καὶ εἰς τὰς ἀρχὰς ἐξετάσεως τῶν διαφόρων ζητημάτων τῆς κυβερνήσεως, διὰ τὴν ὁποίαν ἐγένοντο αἱ ἀναγκαῖαι ἐνέργειαι παρὰ τῶν ἁρμοδίων ὑπουργείων ἐπὶ τῷ σκοπῷ νὰ ἐξευρεθῶσι τὰ μέσα καὶ τὰ κεφάλαια. [743,1011,923,1135]
divider [116,1393,311,1394]
article-text: λαθρεμπορίου τῶν ἐν τοῖς μεσημβρινοῖς καὶ ἀνατολικοῖς μέρεσι τῆς χώρας ἐπαρχιῶν καὶ εἰς τὰς ἀρχὰς ἐξετάσεως τῶν διαφόρων ζητημάτων τῆς κυβερνήσεως, διὰ τὴν ὁποίαν ἐγένοντο αἱ ἀναγκαῖαι ἐνέργειαι παρὰ τῶν ἁρμοδίων ὑπουργείων ἐπὶ τῷ σκοπῷ νὰ ἐξευρεθῶσι τὰ μέσα καὶ τὰ κεφάλαια. [116,1456,311,1580]
subscription-label: ΕΤΗΣΙΑ [1140,255,1182,267]
article-text: λαθρεμπορίου τῶν ἐν τοῖς μεσημβρινοῖς καὶ ἀνατολικοῖς μέρεσι τῆς χώρας ἐπαρχιῶν καὶ εἰς τὰς ἀρχὰς ἐξετάσεως τῶν διαφόρων ζητημάτων τῆς κυβερνήσεως, διὰ τὴν ὁποίαν ἐγένοντο αἱ ἀναγκαῖαι ἐνέργειαι παρὰ τῶν ἁρμοδίων ὑπουργείων ἐπὶ τῷ σκοπῷ νὰ ἐξευρεθῶσι τὰ μέσα καὶ τὰ κεφάλαια. [743,2150,923,2273]
date-line: Εν Αθήναις τη 28 Νοεμβρίου 1920 [116,1374,299,1387]
article-text: λαθρεμπορίου τῶν ἐν τοῖς μεσημβρινοῖς καὶ ἀνατολικοῖς μέρεσι τῆς χώρας ἐπαρχιῶν καὶ εἰς τὰς ἀρχὰς ἐξετάσεως τῶν διαφόρων ζητημάτων τῆς κυβερνήσεως, διὰ τὴν ὁποίαν ἐγένοντο αἱ ἀναγκαῖαι ἐνέργειαι παρὰ τῶν ἁρμοδίων ὑπουργείων ἐπὶ τῷ σκοπῷ νὰ ἐξευρεθῶσι τὰ μέσα καὶ τὰ κεφάλαια. [934,1366,1134,1490]
subscription-label: ΕΞΑΜΗΝΟΣ [1140,321,1205,333]
article-text: λαθρεμπορίου τῶν ἐν τοῖς μεσημβρινοῖς καὶ ἀνατολικοῖς μέρεσι τῆς χώρας ἐπαρχιῶν καὶ εἰς τὰς ἀρχὰς ἐξετάσεως τῶν διαφόρων ζητημάτων τῆς κυβερνήσεως, διὰ τὴν ὁποίαν ἐγένοντο αἱ ἀναγκαῖαι ἐνέργειαι παρὰ τῶν ἁρμοδίων ὑπουργείων ἐπὶ τῷ σκοπῷ νὰ ἐξευρεθῶσι τὰ μέσα καὶ τὰ κεφάλαια. [116,388,311,511]
article-title: ΤΑ ΠΟΤΑΣΣΕΙΑΤΑ [364,111,479,126]
section-subheading: ΑΠΟΛΥΘΕΝΤΩΝ ΥΠΑΛΛΗΛΩΝ [962,1906,1106,1917]
article-subtitle: ΕΠΑΝΑΛΗΨΙΣ ΤΟΥ ΔΗΜΟΥ [543,126,720,142]
article-text: λαθρεμπορίου τῶν ἐν τοῖς μεσημβρινοῖς καὶ ἀνατολικοῖς μέρεσι τῆς χώρας ἐπαρχιῶν καὶ εἰς τὰς ἀρχὰς ἐξετάσεως τῶν διαφόρων ζητημάτων τῆς κυβερνήσεως, διὰ τὴν ὁποίαν ἐγένοντο αἱ ἀναγκαῖαι ἐνέργειαι παρὰ τῶν ἁρμοδίων ὑπουργείων ἐπὶ τῷ σκοπῷ νὰ ἐξευρεθῶσι τὰ μέσα καὶ τὰ κεφάλαια. [934,580,1134,703]
article-text: λαθρεμπορίου τῶν ἐν τοῖς μεσημβρινοῖς καὶ ἀνατολικοῖς μέρεσι τῆς χώρας ἐπαρχιῶν καὶ εἰς τὰς ἀρχὰς ἐξετάσεως τῶν διαφόρων ζητημάτων τῆς κυβερνήσεως, διὰ τὴν ὁποίαν ἐγένοντο αἱ ἀναγκαῖαι ἐνέργειαι παρὰ τῶν ἁρμοδίων ὑπουργείων ἐπὶ τῷ σκοπῷ νὰ ἐξευρεθῶσι τὰ μέσα καὶ τὰ κεφάλαια. [116,1121,311,1245]
divider [116,1586,311,1587]
